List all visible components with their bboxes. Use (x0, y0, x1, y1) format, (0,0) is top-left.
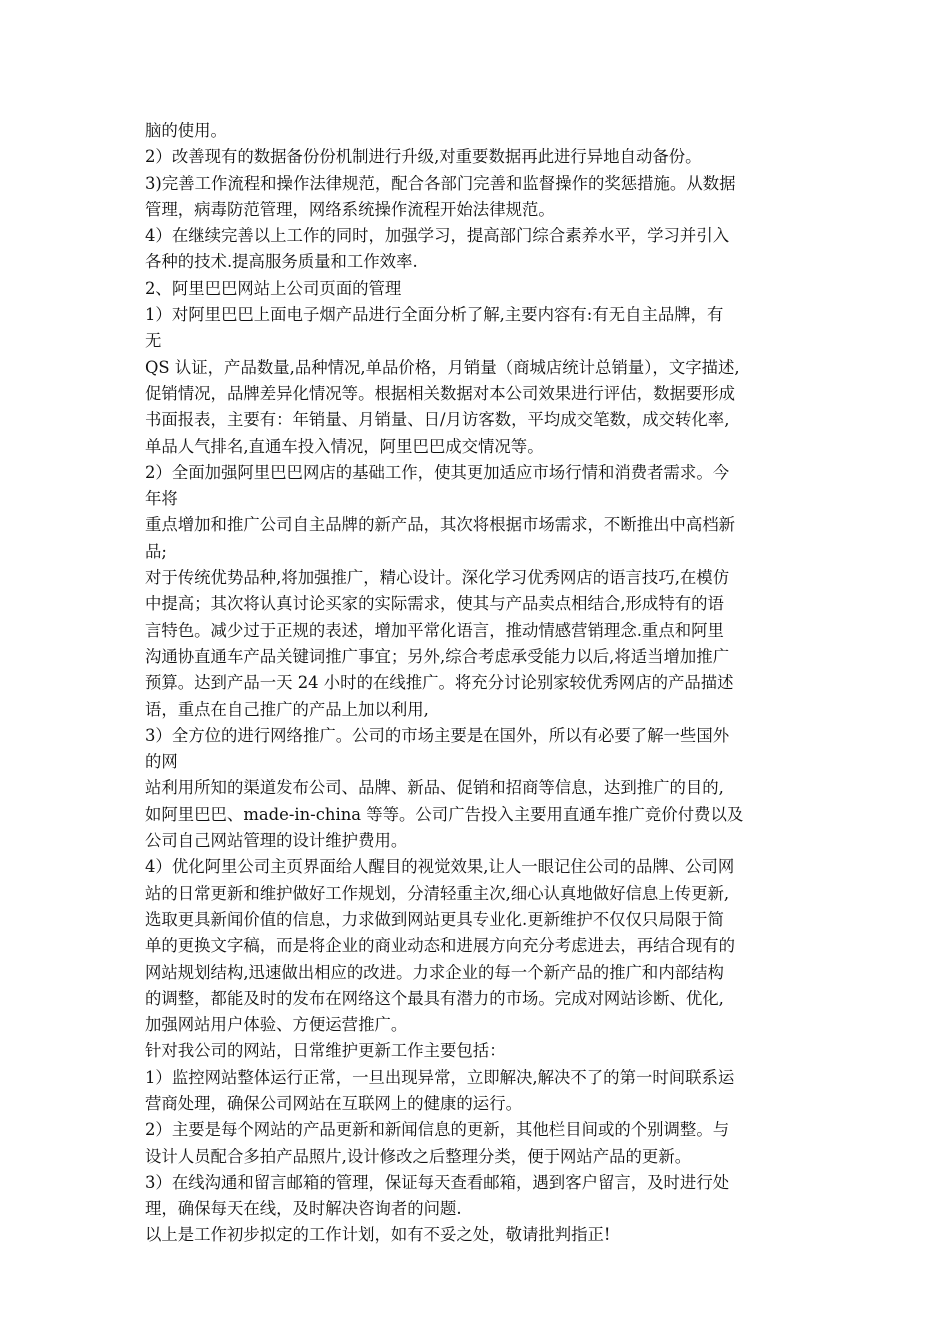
text-line: 理，确保每天在线，及时解决咨询者的问题. (145, 1199, 462, 1219)
text-line: 语，重点在自己推广的产品上加以利用, (145, 699, 429, 719)
text-line: 沟通协直通车产品关键词推广事宜；另外,综合考虑承受能力以后,将适当增加推广 (145, 646, 730, 666)
text-line: 书面报表，主要有：年销量、月销量、日/月访客数，平均成交笔数，成交转化率, (145, 410, 730, 430)
text-line: 的调整，都能及时的发布在网络这个最具有潜力的市场。完成对网站诊断、优化, (145, 988, 724, 1008)
text-line: 脑的使用。 (145, 121, 227, 140)
text-line: 预算。达到产品一天 24 小时的在线推广。将充分讨论别家较优秀网店的产品描述 (145, 673, 734, 693)
text-line: 设计人员配合多拍产品照片,设计修改之后整理分类，便于网站产品的更新。 (145, 1146, 692, 1166)
text-line: 1）对阿里巴巴上面电子烟产品进行全面分析了解,主要内容有:有无自主品牌，有 (145, 305, 724, 325)
text-line: 站的日常更新和维护做好工作规划，分清轻重主次,细心认真地做好信息上传更新, (145, 883, 730, 903)
text-line: QS 认证，产品数量,品种情况,单品价格，月销量（商城店统计总销量），文字描述, (145, 357, 740, 377)
text-line: 2）改善现有的数据备份份机制进行升级,对重要数据再此进行异地自动备份。 (145, 147, 702, 167)
text-line: 言特色。减少过于正规的表述，增加平常化语言，推动情感营销理念.重点和阿里 (145, 620, 724, 640)
text-line: 促销情况，品牌差异化情况等。根据相关数据对本公司效果进行评估，数据要形成 (145, 383, 736, 403)
text-line: 以上是工作初步拟定的工作计划，如有不妥之处，敬请批判指正! (145, 1225, 611, 1245)
text-line: 年将 (145, 489, 178, 509)
text-line: 4）优化阿里公司主页界面给人醒目的视觉效果,让人一眼记住公司的品牌、公司网 (145, 857, 735, 877)
text-line: 3)完善工作流程和操作法律规范，配合各部门完善和监督操作的奖惩措施。从数据 (145, 173, 736, 193)
text-line: 管理，病毒防范管理，网络系统操作流程开始法律规范。 (145, 199, 555, 219)
text-line: 如阿里巴巴、made-in-china 等等。公司广告投入主要用直通车推广竞价付费以及 (145, 804, 744, 824)
text-line: 各种的技术.提高服务质量和工作效率. (145, 252, 418, 272)
text-line: 3）全方位的进行网络推广。公司的市场主要是在国外，所以有必要了解一些国外 (145, 725, 730, 745)
text-line: 2）主要是每个网站的产品更新和新闻信息的更新，其他栏目间或的个别调整。与 (145, 1120, 730, 1140)
text-line: 无 (145, 331, 162, 351)
text-line: 针对我公司的网站，日常维护更新工作主要包括： (145, 1041, 506, 1061)
text-line: 单的更换文字稿，而是将企业的商业动态和进展方向充分考虑进去，再结合现有的 (145, 936, 736, 956)
text-line: 加强网站用户体验、方便运营推广。 (145, 1015, 408, 1035)
text-line: 站利用所知的渠道发布公司、品牌、新品、促销和招商等信息，达到推广的目的, (145, 778, 724, 798)
text-line: 品; (145, 541, 167, 561)
text-line: 1）监控网站整体运行正常，一旦出现异常，立即解决,解决不了的第一时间联系运 (145, 1067, 735, 1087)
text-line: 4）在继续完善以上工作的同时，加强学习，提高部门综合素养水平，学习并引入 (145, 226, 730, 246)
text-line: 中提高；其次将认真讨论买家的实际需求，使其与产品卖点相结合,形成特有的语 (145, 594, 724, 614)
text-line: 的网 (145, 752, 178, 772)
text-line: 单品人气排名,直通车投入情况，阿里巴巴成交情况等。 (145, 436, 544, 456)
text-line: 选取更具新闻价值的信息，力求做到网站更具专业化.更新维护不仅仅只局限于简 (145, 909, 724, 929)
text-line: 网站规划结构,迅速做出相应的改进。力求企业的每一个新产品的推广和内部结构 (145, 962, 724, 982)
text-line: 对于传统优势品种,将加强推广，精心设计。深化学习优秀网店的语言技巧,在模仿 (145, 568, 730, 588)
text-line: 重点增加和推广公司自主品牌的新产品，其次将根据市场需求，不断推出中高档新 (145, 515, 736, 535)
text-line: 3）在线沟通和留言邮箱的管理，保证每天查看邮箱，遇到客户留言，及时进行处 (145, 1172, 730, 1192)
document-body (145, 118, 817, 1249)
text-line: 2、阿里巴巴网站上公司页面的管理 (145, 278, 402, 298)
text-line: 营商处理，确保公司网站在互联网上的健康的运行。 (145, 1093, 522, 1113)
text-line: 公司自己网站管理的设计维护费用。 (145, 831, 408, 851)
text-line: 2）全面加强阿里巴巴网店的基础工作，使其更加适应市场行情和消费者需求。今 (145, 462, 730, 482)
